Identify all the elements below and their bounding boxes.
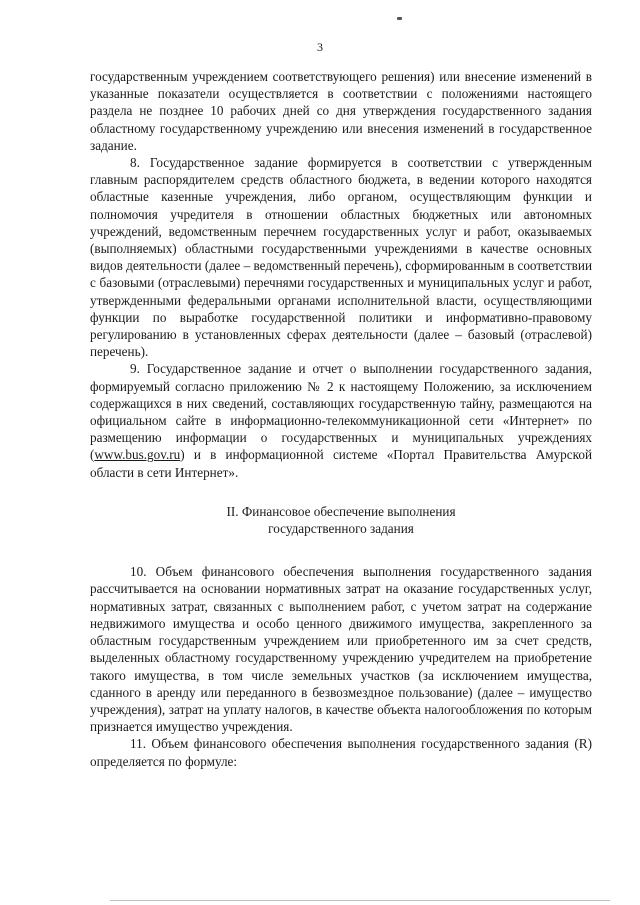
page-number: 3	[317, 40, 323, 54]
section-2-heading	[90, 503, 592, 537]
paragraph-10: 10. Объем финансового обеспечения выполнения государственного задания рассчитывается на основании нормативных затрат на оказание государственных услуг, нормативных затрат, связанных с выполнением работ, с учетом затрат на содержание недвижимого имущества и особо ценного движимого имущества, закрепленного за областным государственным учреждением или приобретенного им за счет средств, выделенных областному государственному учреждению учредителем на приобретение такого имущества, в том числе земельных участков (за исключением имущества, сданного в аренду или переданного в безвозмездное пользование) (далее – имущество учреждения), затрат на уплату налогов, в качестве объекта налогообложения по которым признается имущество учреждения.	[90, 564, 592, 735]
paragraph-8: 8. Государственное задание формируется в соответствии с утвержденным главным распорядителем средств областного бюджета, в ведении которого находятся областные казенные учреждения, либо органом, осуществляющим функции и полномочия учредителя в отношении областных бюджетных или автономных учреждений, ведомственным перечнем государственных услуг и работ, оказываемых (выполняемых) областными государственными учреждениями в качестве основных видов деятельности (далее – ведомственный перечень), сформированным в соответствии с базовыми (отраслевыми) перечнями государственных и муниципальных услуг и работ, утвержденными федеральными органами исполнительной власти, осуществляющими функции по выработке государственной политики и информативно-правовому регулированию в установленных сферах деятельности (далее – базовый (отраслевой) перечень).	[90, 155, 592, 360]
section-2-title-line-2: государственного задания	[268, 521, 414, 537]
section-2-title-line-1: II. Финансовое обеспечение выполнения	[226, 503, 456, 519]
bus-gov-link[interactable]: www.bus.gov.ru	[94, 447, 181, 463]
document-body	[90, 68, 592, 770]
scan-edge-line	[110, 900, 610, 901]
paragraph-11: 11. Объем финансового обеспечения выполнения государственного задания (R) определяется по формуле:	[90, 736, 592, 769]
scan-mark	[397, 17, 402, 20]
paragraph-9-text-start: 9. Государственное задание и отчет о выполнении государственного задания, формируемый согласно приложению № 2 к настоящему Положению, за исключением содержащихся в них сведений, составляющих государственную тайну, размещаются на официальном сайте в информационно-телекоммуникационной сети «Интернет» по размещению информации о государственных и муниципальных учреждениях (	[90, 361, 592, 463]
paragraph-9	[90, 360, 592, 480]
paragraph-continuation: государственным учреждением соответствующего решения) или внесение изменений в указанные показатели осуществляется в соответствии с положениями настоящего раздела не позднее 10 рабочих дней со дня утверждения государственного задания областному государственному учреждению или внесения изменений в государственное задание.	[90, 69, 592, 153]
paragraph-9-text-end: ) и в информационной системе «Портал Правительства Амурской области в сети Интернет».	[90, 447, 592, 480]
